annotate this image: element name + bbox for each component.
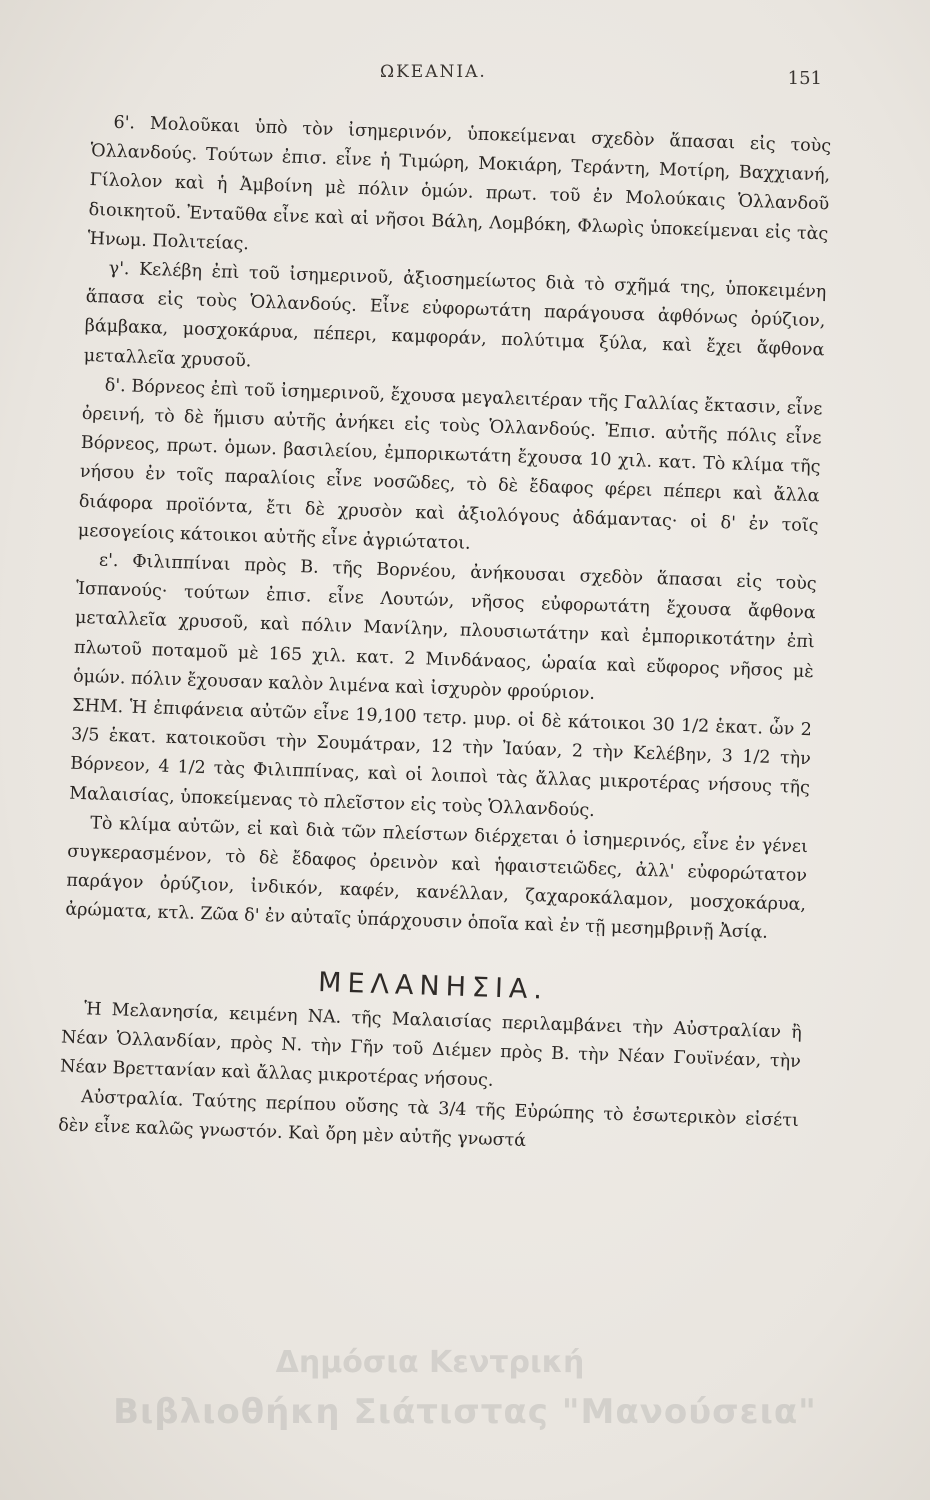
library-watermark-line2: Βιβλιοθήκη Σιάτιστας "Μανούσεια" [113, 1392, 817, 1432]
paragraph-australia: Αὐστραλία. Ταύτης περίπου οὔσης τὰ 3/4 τῆς Εὐρώπης τὸ ἐσωτερικὸν εἰσέτι δὲν εἶνε καλῶς γνωστόν. Καὶ ὄρη μὲν αὐτῆς γνωστά [57, 1086, 800, 1151]
paragraph-philippines: ε'. Φιλιππίναι πρὸς Β. τῆς Βορνέου, ἀνήκουσαι σχεδὸν ἅπασαι εἰς τοὺς Ἱσπανούς· τούτων ἐπισ. εἶνε Λουτών, νῆσος εὐφορωτάτη ἔχουσα ἄφθονα μεταλλεῖα χρυσοῦ, καὶ πόλιν Μανίλην, πλουσιωτάτην καὶ ἐμπορικοτάτην ἐπὶ πλωτοῦ ποταμοῦ μὲ 165 χιλ. κατ. 2 Μινδάναος, ὡραία καὶ εὔφορος νῆσος μὲ ὁμών. πόλιν ἔχουσαν καλὸν λιμένα καὶ ἰσχυρὸν φρούριον. [72, 550, 817, 704]
section-heading-melanesia: ΜΕΛΑΝΗΣΙΑ. [317, 966, 549, 1006]
paragraph-climate: Τὸ κλίμα αὐτῶν, εἰ καὶ διὰ τῶν πλείστων διέρχεται ὁ ἰσημερινός, εἶνε ἐν γένει συγκερασμένον, τὸ δὲ ἔδαφος ὀρεινὸν καὶ ἡφαιστειῶδες, ἀλλ' εὐφορώτατον παράγον ὀρύζιον, ἰνδικόν, καφέν, κανέλλαν, ζαχαροκάλαμον, μοσχοκάρυα, ἀρώματα, κτλ. Ζῶα δ' ἐν αὐταῖς ὑπάρχουσιν ὁποῖα καὶ ἐν τῇ μεσημβρινῇ Ἀσίᾳ. [65, 813, 809, 944]
paragraph-celebes: γ'. Κελέβη ἐπὶ τοῦ ἰσημερινοῦ, ἀξιοσημείωτος διὰ τὸ σχῆμά της, ὑποκειμένη ἅπασα εἰς τοὺς Ὁλλανδούς. Εἶνε εὐφορωτάτη παράγουσα ἀφθόνως ὀρύζιον, βάμβακα, μοσχοκάρυα, πέπερι, καμφοράν, πολύτιμα ξύλα, καὶ ἔχει ἄφθονα μεταλλεῖα χρυσοῦ. [83, 258, 827, 372]
paragraph-borneo: δ'. Βόρνεος ἐπὶ τοῦ ἰσημερινοῦ, ἔχουσα μεγαλειτέραν τῆς Γαλλίας ἔκτασιν, εἶνε ὀρεινή, τὸ δὲ ἥμισυ αὐτῆς ἀνήκει εἰς τοὺς Ὁλλανδούς. Ἐπισ. αὐτῆς πόλις εἶνε Βόρνεος, πρωτ. ὁμων. βασιλείου, ἐμπορικωτάτη ἔχουσα 10 χιλ. κατ. Τὸ κλίμα τῆς νήσου ἐν τοῖς παραλίοις εἶνε νοσῶδες, τὸ δὲ ἔδαφος φέρει πέπερι καὶ ἄλλα διάφορα προϊόντα, ἔτι δὲ χρυσὸν καὶ ἀξιολόγους ἀδάμαντας· οἱ δ' ἐν τοῖς μεσογείοις κάτοικοι αὐτῆς εἶνε ἀγριώτατοι. [77, 375, 823, 554]
paragraph-moluccas: 6'. Μολοῦκαι ὑπὸ τὸν ἰσημερινόν, ὑποκείμεναι σχεδὸν ἅπασαι εἰς τοὺς Ὁλλανδούς. Τούτων ἐπισ. εἶνε ἡ Τιμώρη, Μοκιάρη, Τεράντη, Μοτίρη, Βαχχιανή, Γίλολον καὶ ἡ Ἀμβοίνη μὲ πόλιν ὁμών. πρωτ. τοῦ ἐν Μολούκαις Ὁλλανδοῦ διοικητοῦ. Ἐνταῦθα εἶνε καὶ αἱ νῆσοι Βάλη, Λομβόκη, Φλωρὶς ὑποκείμεναι εἰς τὰς Ἡνωμ. Πολιτείας. [87, 112, 832, 255]
paragraph-note: ΣΗΜ. Ἡ ἐπιφάνεια αὐτῶν εἶνε 19,100 τετρ. μυρ. οἱ δὲ κάτοικοι 30 1/2 ἑκατ. ὧν 2 3/5 ἑκατ. κατοικοῦσι τὴν Σουμάτραν, 12 τὴν Ἰαύαν, 2 τὴν Κελέβην, 3 1/2 τὴν Βόρνεον, 4 1/2 τὰς Φιλιππίνας, καὶ οἱ λοιποὶ τὰς ἄλλας μικροτέρας νήσους τῆς Μαλαισίας, ὑποκείμενας τὸ πλεῖστον εἰς τοὺς Ὁλλανδούς. [68, 695, 813, 821]
running-head: ΩΚΕΑΝΙΑ. [380, 62, 487, 82]
library-watermark-line1: Δημόσια Κεντρική [275, 1345, 585, 1380]
body-text [58, 108, 832, 1165]
page-header [0, 62, 930, 92]
page-number: 151 [787, 68, 822, 89]
paragraph-melanesia-intro: Ἡ Μελανησία, κειμένη ΝΑ. τῆς Μαλαισίας περιλαμβάνει τὴν Αὐστραλίαν ἢ Νέαν Ὁλλανδίαν, πρὸς Ν. τὴν Γῆν τοῦ Διέμεν πρὸς Β. τὴν Νέαν Γουϊνέαν, τὴν Νέαν Βρεττανίαν καὶ ἄλλας μικροτέρας νήσους. [59, 999, 803, 1092]
